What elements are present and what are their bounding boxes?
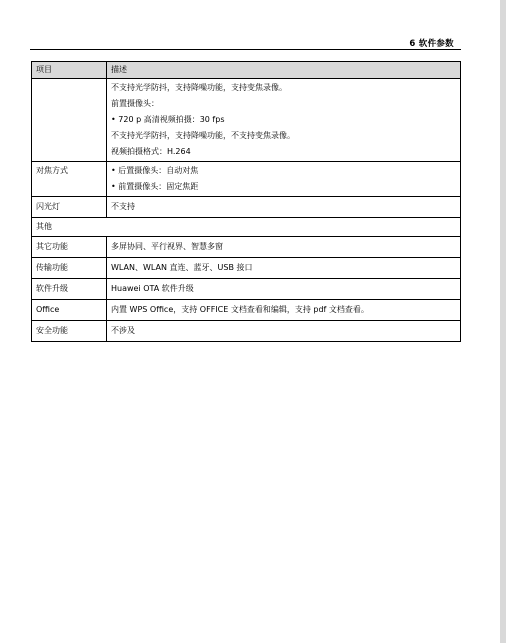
text-line: 不支持光学防抖，支持降噪功能，支持变焦录像。	[111, 83, 287, 92]
text-line: 不支持光学防抖，支持降噪功能，不支持变焦录像。	[111, 131, 295, 140]
column-header-description: 描述	[107, 62, 461, 79]
row-description	[107, 279, 461, 300]
text-line: 不涉及	[111, 326, 135, 335]
table-row	[32, 258, 461, 279]
table-header-row	[32, 62, 461, 79]
page-edge-shadow	[500, 0, 506, 643]
row-description	[107, 300, 461, 321]
row-description	[107, 237, 461, 258]
row-label: Office	[32, 300, 107, 321]
table-row	[32, 162, 461, 197]
text-line: WLAN、WLAN 直连、蓝牙、USB 接口	[111, 263, 253, 272]
header-rule	[30, 49, 461, 50]
table-row	[32, 321, 461, 342]
table-row	[32, 279, 461, 300]
table-section-row	[32, 218, 461, 237]
table-body	[32, 79, 461, 342]
bullet-line: • 后置摄像头：自动对焦	[111, 165, 456, 177]
page-header-title: 6 软件参数	[409, 39, 454, 49]
row-label: 对焦方式	[32, 162, 107, 197]
spec-table	[31, 61, 461, 342]
section-label: 其他	[32, 218, 461, 237]
row-description	[107, 162, 461, 197]
bullet-line: • 720 p 高清视频拍摄：30 fps	[111, 114, 456, 126]
text-line: Huawei OTA 软件升级	[111, 284, 194, 293]
text-line: 视频拍摄格式：H.264	[111, 147, 191, 156]
table-row	[32, 197, 461, 218]
text-line: 多屏协同、平行视界、智慧多窗	[111, 242, 223, 251]
text-line: 不支持	[111, 202, 135, 211]
column-header-item: 项目	[32, 62, 107, 79]
row-description	[107, 79, 461, 162]
bullet-line: • 前置摄像头：固定焦距	[111, 181, 456, 193]
table-row	[32, 237, 461, 258]
text-line: 前置摄像头：	[111, 99, 159, 108]
row-label: 安全功能	[32, 321, 107, 342]
row-label: 其它功能	[32, 237, 107, 258]
row-description	[107, 258, 461, 279]
table-row	[32, 300, 461, 321]
row-label: 软件升级	[32, 279, 107, 300]
row-label: 闪光灯	[32, 197, 107, 218]
row-label	[32, 79, 107, 162]
row-label: 传输功能	[32, 258, 107, 279]
text-line: 内置 WPS Office，支持 OFFICE 文档查看和编辑，支持 pdf 文档查看。	[111, 305, 369, 314]
row-description	[107, 321, 461, 342]
table-row	[32, 79, 461, 162]
row-description	[107, 197, 461, 218]
